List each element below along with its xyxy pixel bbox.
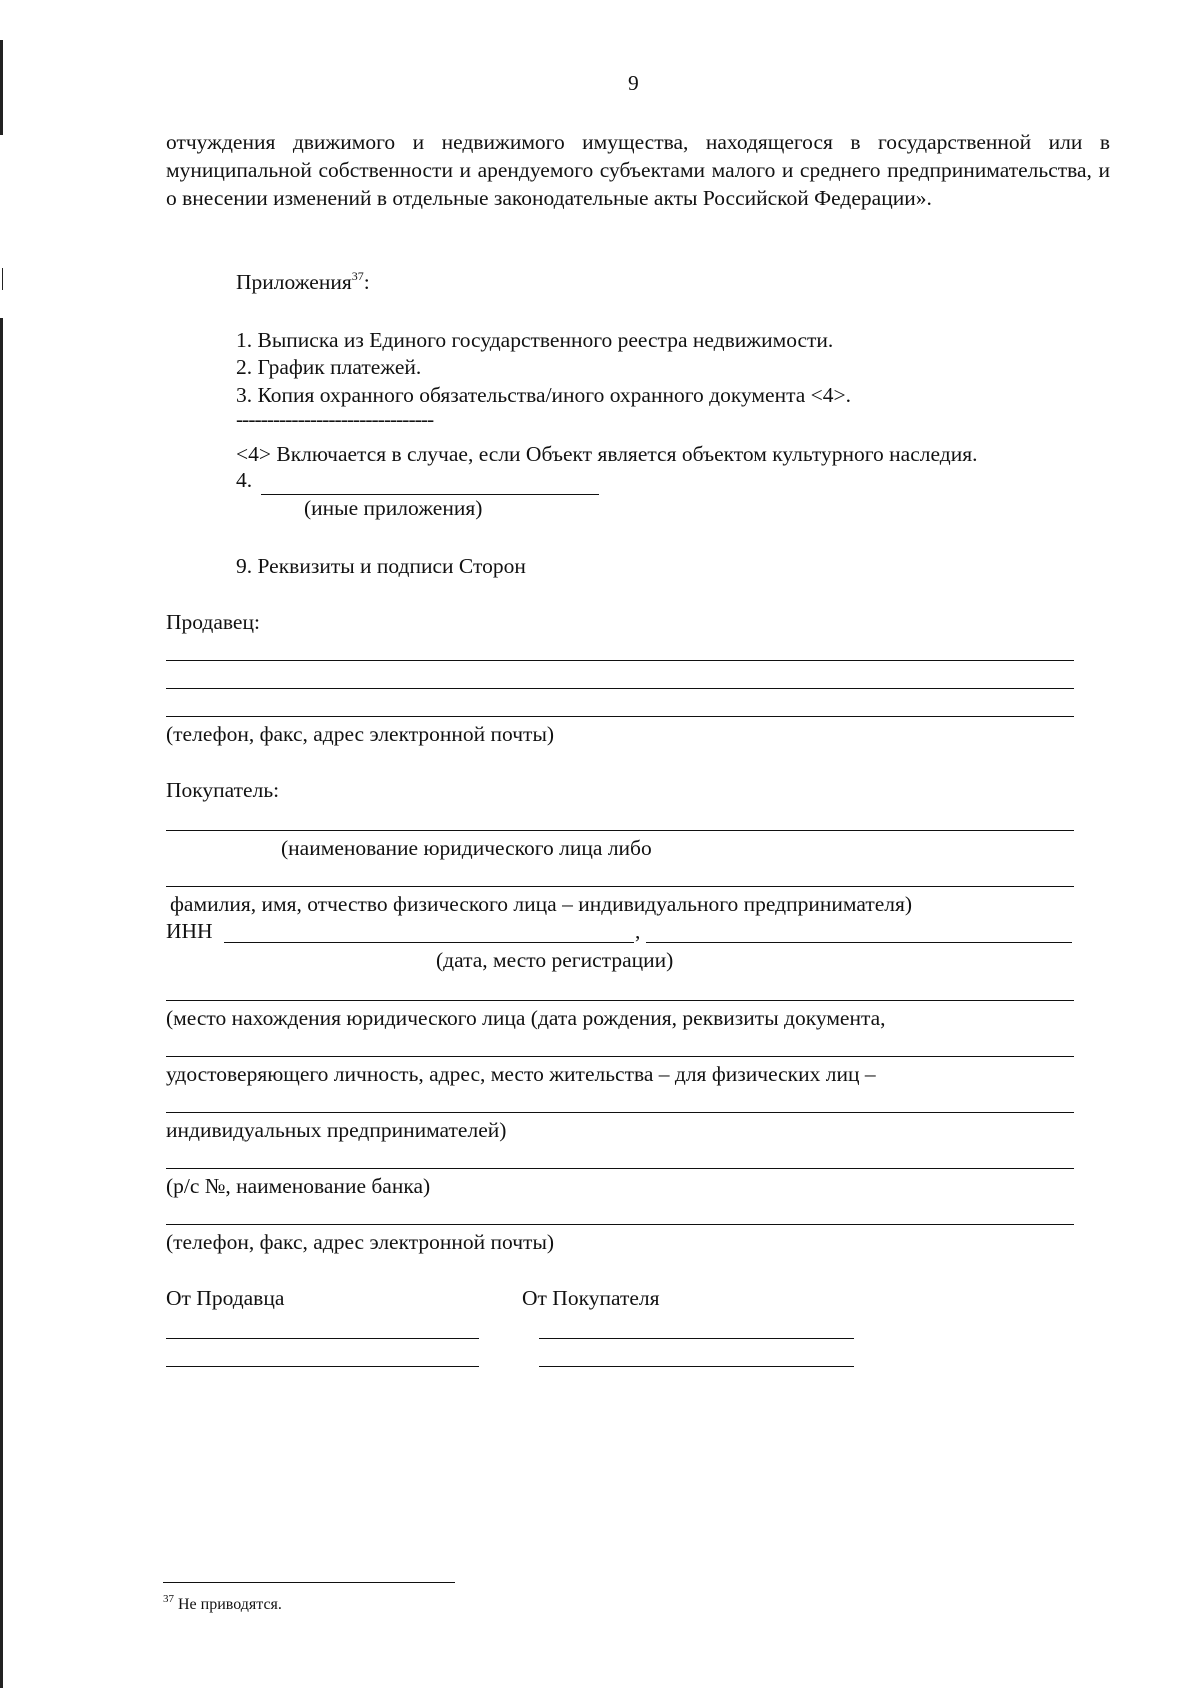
address-caption: индивидуальных предпринимателей): [166, 1118, 507, 1142]
buyer-contacts-caption: (телефон, факс, адрес электронной почты): [166, 1230, 555, 1254]
from-buyer-label: От Покупателя: [522, 1286, 660, 1310]
address-line: [166, 1000, 1074, 1001]
page-number: 9: [628, 71, 639, 95]
attachment-note: <4> Включается в случае, если Объект является объектом культурного наследия.: [236, 442, 978, 466]
buyer-label: Покупатель:: [166, 778, 280, 802]
seller-line: [166, 660, 1074, 661]
address-caption: удостоверяющего личность, адрес, место жительства – для физических лиц –: [166, 1062, 876, 1086]
attachment-item-4-number: 4.: [236, 468, 253, 492]
footnote-text: Не приводятся.: [178, 1596, 282, 1613]
registration-caption: (дата, место регистрации): [436, 948, 674, 972]
seller-line: [166, 716, 1074, 717]
note-separator: --------------------------------: [236, 407, 434, 431]
seller-signature-line: [166, 1338, 479, 1339]
attachment-item: 3. Копия охранного обязательства/иного охранного документа <4>.: [236, 383, 852, 407]
buyer-name-caption: (наименование юридического лица либо: [281, 836, 652, 860]
scan-edge-mark: [2, 268, 3, 290]
intro-paragraph: отчуждения движимого и недвижимого имущества, находящегося в государственной или в муниципальной собственности и арендуемого субъектами малого и среднего предпринимательства, и о внесении изменений в отдельные законодательные акты Российской Федерации».: [166, 130, 1110, 210]
scan-edge-mark: [0, 318, 3, 1688]
seller-signature-line: [166, 1366, 479, 1367]
buyer-name-line: [166, 886, 1074, 887]
attachment-item: 1. Выписка из Единого государственного реестра недвижимости.: [236, 328, 834, 352]
scan-edge-mark: [0, 40, 3, 135]
buyer-name-line: [166, 830, 1074, 831]
registration-line: [646, 942, 1072, 943]
attachment-item: 2. График платежей.: [236, 355, 422, 379]
buyer-contacts-line: [166, 1224, 1074, 1225]
inn-label: ИНН: [166, 919, 213, 943]
footnote: [163, 1593, 282, 1614]
bank-line: [166, 1168, 1074, 1169]
bank-caption: (р/с №, наименование банка): [166, 1174, 431, 1198]
attachment-item-4-caption: (иные приложения): [304, 496, 483, 520]
footnote-number: 37: [163, 1593, 174, 1605]
attachments-heading-colon: :: [363, 270, 370, 294]
seller-contacts-caption: (телефон, факс, адрес электронной почты): [166, 722, 555, 746]
seller-label: Продавец:: [166, 610, 260, 634]
seller-line: [166, 688, 1074, 689]
buyer-signature-line: [539, 1338, 854, 1339]
buyer-name-caption: фамилия, имя, отчество физического лица – индивидуального предпринимателя): [170, 892, 913, 916]
address-line: [166, 1056, 1074, 1057]
inn-line: [224, 942, 634, 943]
address-line: [166, 1112, 1074, 1113]
attachments-heading-text: Приложения: [236, 270, 352, 294]
section-title: 9. Реквизиты и подписи Сторон: [236, 554, 526, 578]
address-caption: (место нахождения юридического лица (дата рождения, реквизиты документа,: [166, 1006, 886, 1030]
inn-comma: ,: [635, 919, 641, 943]
attachments-heading: [236, 268, 370, 296]
footnote-divider: [163, 1582, 455, 1583]
buyer-signature-line: [539, 1366, 854, 1367]
footnote-ref: 37: [351, 269, 364, 283]
from-seller-label: От Продавца: [166, 1286, 285, 1310]
